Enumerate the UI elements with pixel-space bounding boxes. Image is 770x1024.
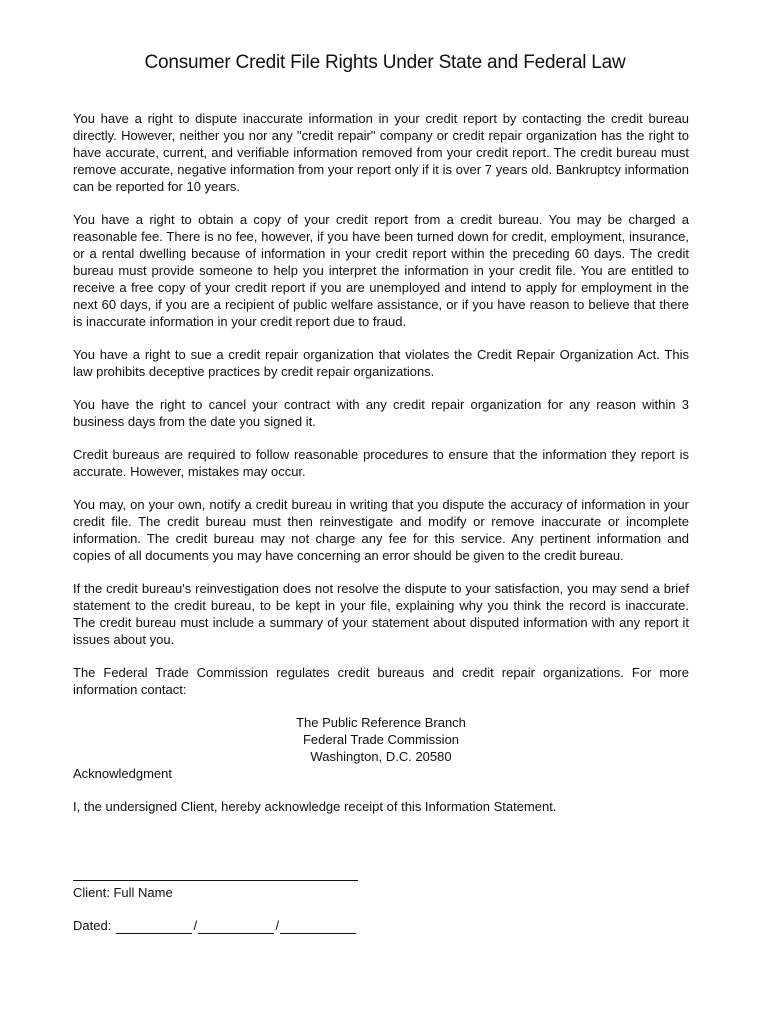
paragraph-bureau-procedures: Credit bureaus are required to follow reasonable procedures to ensure that the information they report is accurate. However, mistakes may occur. [73,447,689,479]
dated-label: Dated: [73,918,112,933]
client-name-label: Client: Full Name [73,885,173,900]
address-line-2: Federal Trade Commission [302,732,460,747]
date-separator-2: / [275,918,280,933]
address-line-1: The Public Reference Branch [296,715,466,730]
document-title: Consumer Credit File Rights Under State and Federal Law [144,52,626,73]
paragraph-notify-bureau: You may, on your own, notify a credit bureau in writing that you dispute the accuracy of information in your credit file. The credit bureau must then reinvestigate and modify or remove inaccurate or incomplete information. The credit bureau may not charge any fee for this service. Any pertinent information and copies of all documents you may have concerning an error should be given to the credit bureau. [73,497,689,563]
date-month-blank[interactable] [116,920,192,934]
dated-row [73,917,356,934]
paragraph-right-to-cancel: You have the right to cancel your contract with any credit repair organization for any reason within 3 business days from the date you signed it. [73,397,689,429]
document-body [73,110,689,815]
acknowledgment-heading: Acknowledgment [73,766,172,781]
paragraph-ftc-contact: The Federal Trade Commission regulates credit bureaus and credit repair organizations. For more information contact: [73,665,689,697]
paragraph-brief-statement: If the credit bureau's reinvestigation does not resolve the dispute to your satisfaction, you may send a brief statement to the credit bureau, to be kept in your file, explaining why you think the record is inaccurate. The credit bureau must include a summary of your statement about disputed information with any report it issues about you. [73,581,689,647]
client-signature-line[interactable] [73,880,358,881]
date-separator-1: / [193,918,198,933]
date-day-blank[interactable] [198,920,274,934]
acknowledgment-statement: I, the undersigned Client, hereby acknowledge receipt of this Information Statement. [73,799,557,814]
ftc-address [73,714,689,765]
paragraph-dispute-rights: You have a right to dispute inaccurate information in your credit report by contacting the credit bureau directly. However, neither you nor any "credit repair" company or credit repair organization has the right to have accurate, current, and verifiable information removed from your credit report. The credit bureau must remove accurate, negative information from your report only if it is over 7 years old. Bankruptcy information can be reported for 10 years. [73,111,689,194]
date-year-blank[interactable] [280,920,356,934]
paragraph-right-to-sue: You have a right to sue a credit repair organization that violates the Credit Repair Organization Act. This law prohibits deceptive practices by credit repair organizations. [73,347,689,379]
paragraph-report-copy: You have a right to obtain a copy of your credit report from a credit bureau. You may be charged a reasonable fee. There is no fee, however, if you have been turned down for credit, employment, insurance, or a rental dwelling because of information in your credit report within the preceding 60 days. The credit bureau must provide someone to help you interpret the information in your credit file. You are entitled to receive a free copy of your credit report if you are unemployed and intend to apply for employment in the next 60 days, if you are a recipient of public welfare assistance, or if you have reason to believe that there is inaccurate information in your credit report due to fraud. [73,212,689,329]
address-line-3: Washington, D.C. 20580 [310,749,452,764]
